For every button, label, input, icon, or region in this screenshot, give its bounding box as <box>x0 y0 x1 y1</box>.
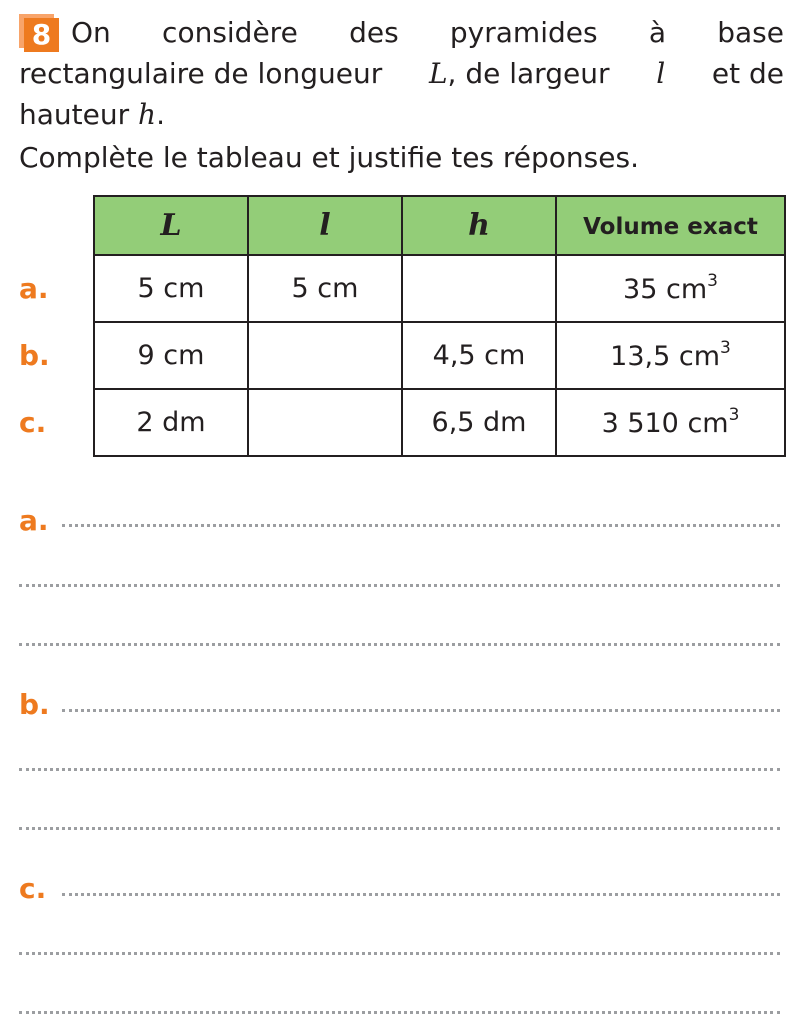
exercise-statement <box>19 12 784 135</box>
statement-text: hauteur <box>19 98 130 131</box>
cell-length: 2 dm <box>94 389 248 456</box>
answer-label-b: b. <box>19 688 50 721</box>
statement-text: rectangulaire de longueur <box>19 57 383 90</box>
variable-h: h <box>138 98 157 131</box>
header-length: L <box>94 196 248 255</box>
cell-volume: 13,5 $cm^3$ <box>556 322 785 389</box>
table-row <box>94 389 785 456</box>
statement-line-1 <box>19 12 784 53</box>
header-width: l <box>248 196 402 255</box>
instruction-text: Complète le tableau et justifie tes réponses. <box>19 141 639 174</box>
cell-height: 4,5 cm <box>402 322 556 389</box>
statement-word: considère <box>162 16 298 49</box>
statement-fragment <box>429 53 610 94</box>
answer-label-a: a. <box>19 504 49 537</box>
cell-volume: 3 510 $cm^3$ <box>556 389 785 456</box>
exercise-number: 8 <box>24 18 59 52</box>
cell-width: 5 cm <box>248 255 402 322</box>
statement-word: pyramides <box>449 16 598 49</box>
cell-length: 9 cm <box>94 322 248 389</box>
answer-line-c-1[interactable] <box>62 893 780 896</box>
cell-length: 5 cm <box>94 255 248 322</box>
table-header-row <box>94 196 785 255</box>
variable-L: L <box>428 57 448 90</box>
variable-l: l <box>656 57 666 90</box>
cell-width-blank[interactable] <box>248 389 402 456</box>
answer-line-c-3[interactable] <box>19 1011 780 1014</box>
table-row <box>94 322 785 389</box>
pyramid-table <box>93 195 786 457</box>
statement-word: On <box>71 16 111 49</box>
row-label-a: a. <box>19 272 49 305</box>
statement-word: à <box>648 16 666 49</box>
row-label-b: b. <box>19 339 50 372</box>
answer-label-c: c. <box>19 872 47 905</box>
answer-line-c-2[interactable] <box>19 952 780 955</box>
statement-word: des <box>349 16 399 49</box>
cell-volume: 35 $cm^3$ <box>556 255 785 322</box>
cell-height-blank[interactable] <box>402 255 556 322</box>
cell-width-blank[interactable] <box>248 322 402 389</box>
table-row <box>94 255 785 322</box>
answer-line-b-1[interactable] <box>62 709 780 712</box>
statement-word: base <box>717 16 784 49</box>
row-label-c: c. <box>19 406 47 439</box>
answer-line-a-1[interactable] <box>62 524 780 527</box>
statement-line-3 <box>19 94 784 135</box>
answer-line-a-2[interactable] <box>19 584 780 587</box>
statement-line-2 <box>19 53 784 94</box>
answer-line-b-2[interactable] <box>19 768 780 771</box>
header-volume: Volume exact <box>556 196 785 255</box>
statement-text: . <box>156 98 165 131</box>
answer-line-b-3[interactable] <box>19 827 780 830</box>
cell-height: 6,5 dm <box>402 389 556 456</box>
answer-line-a-3[interactable] <box>19 643 780 646</box>
statement-text: , de largeur <box>447 57 610 90</box>
statement-text: et de <box>711 57 784 90</box>
header-height: h <box>402 196 556 255</box>
